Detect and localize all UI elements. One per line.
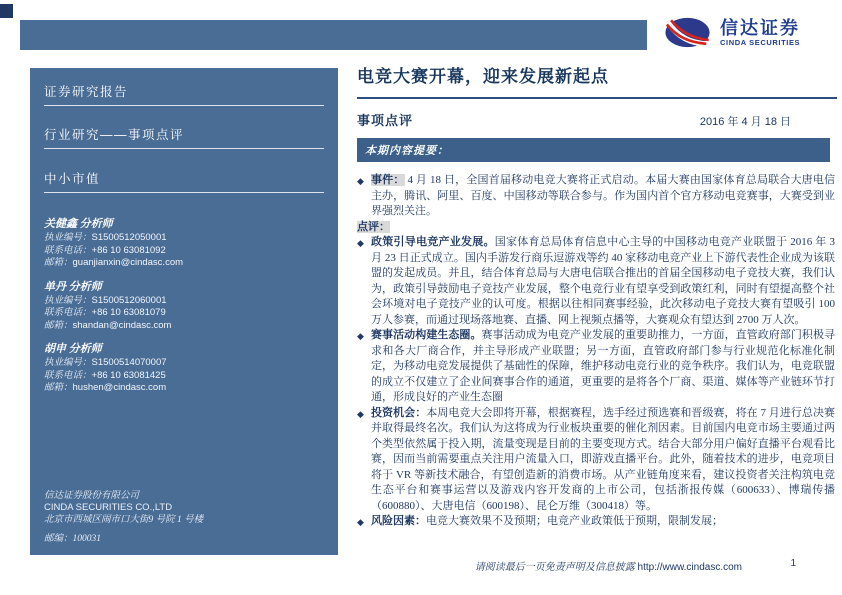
policy-text: 国家体育总局体育信息中心主导的中国移动电竞产业联盟于 2016 年 3 月 23 日正式成立。国内手游发行商乐逗游戏等约 40 家移动电竞产业上下游代表性企业成为该联盟的发起成员。并且，结合体育总局与大唐电信联合推出的首届全国移动电子竞技大赛，我们认为，政策引导鼓励电子竞技产业发展，整个电竞行业有望享受到政策红利，同时有望提高整个社会环境对电子竞技产业的认可度。根据以往相同赛事经验，此次移动电子竞技大赛有望吸引 100 万人参赛，而通过现场落地赛、直播、网上视频点播等，大赛观众有望达到 2700 万人次。	[371, 236, 835, 326]
ecosystem-text: 赛事活动成为电竞产业发展的重要助推力，一方面，直管政府部门积极寻求和各大厂商合作，并主导形成产业联盟；另一方面，直管政府部门参与行业规范化标准化制定，为移动电竞发展提供了基础性的保障，维护移动电竞行业的竞争秩序。我们认为，电竞联盟的成立不仅建立了企业间赛事合作的通道，更重要的是将各个厂商、渠道、媒体等产业链环节打通，形成良好的产业生态圈	[371, 329, 836, 403]
analyst-email-row	[44, 257, 324, 270]
email-address: hushen@cindasc.com	[72, 382, 167, 393]
logo-name-en: CINDA SECURITIES	[720, 38, 801, 47]
footer-disclaimer	[475, 558, 742, 573]
sidebar-section-research-type	[44, 125, 324, 149]
report-type-label: 事项点评	[357, 113, 414, 128]
analyst-name: 单丹 分析师	[44, 280, 102, 293]
analyst-card	[44, 217, 324, 270]
report-title: 电竞大赛开幕，迎来发展新起点	[357, 67, 609, 86]
section-label: 中小市值	[44, 172, 101, 186]
comment-lead: 点评：	[357, 220, 390, 233]
event-lead: 事件：	[371, 174, 405, 186]
analyst-name: 胡申 分析师	[44, 343, 102, 355]
page-number: 1	[790, 558, 796, 569]
analyst-tel-row	[44, 307, 324, 320]
sidebar-section-report-type	[44, 82, 324, 106]
analyst-reg-row	[44, 232, 324, 245]
section-divider	[44, 105, 324, 106]
event-paragraph	[357, 173, 835, 220]
section-divider	[44, 192, 324, 193]
analyst-card	[44, 280, 324, 333]
investment-text: 本周电竞大会即将开幕，根据赛程，选手经过预选赛和晋级赛，将在 7 月进行总决赛并取得最终名次。我们认为这将成为行业板块重要的催化剂因素。目前国内电竞市场主要通过两个类型依然属于投入期，流量变现是目前的主要变现方式。结合大部分用户偏好直播平台观看比赛，因而当前需要重点关注用户流量入口，即游戏直播平台。此外，随着技术的进步，电竞项目将于 VR 等新技术融合，有望创造新的消费市场。从产业链角度来看，建议投资者关注构筑电竞生态平台和赛事运营以及游戏内容开发商的上市公司，包括浙报传媒（600633）、博瑞传播（600880）、大唐电信（600198）、昆仑万维（300418）等。	[371, 406, 836, 512]
report-date: 2016 年 4 月 18 日	[699, 116, 791, 128]
report-sidebar	[30, 68, 338, 555]
diamond-bullet-icon: ◆	[357, 176, 364, 186]
comment-label-paragraph	[357, 220, 835, 236]
summary-header-bar: 本期内容提要：	[357, 138, 830, 162]
event-text: 4 月 18 日，全国首届移动电竞大赛将正式启动。本届大赛由国家体育总局联合大唐电信主办，腾讯、阿里、百度、中国移动等联合参与。作为国内首个官方移动电竞赛事，大赛受到业界强烈关注。	[371, 174, 836, 217]
email-address: shandan@cindasc.com	[72, 319, 172, 331]
risk-text: 电竞大赛效果不及预期；电竞产业政策低于预期，限制发展；	[426, 515, 723, 527]
tel-number: +86 10 63081425	[91, 369, 166, 381]
tel-label: 联系电话：	[44, 245, 92, 256]
report-meta-row	[357, 110, 837, 129]
summary-content	[357, 173, 835, 530]
diamond-bullet-icon: ◆	[357, 331, 364, 341]
ecosystem-paragraph	[357, 328, 835, 406]
company-name-en: CINDA SECURITIES CO.,LTD	[44, 502, 173, 513]
risk-paragraph	[357, 514, 835, 530]
investment-lead: 投资机会：	[371, 406, 427, 419]
reg-number: S1500512060001	[91, 294, 167, 306]
reg-number: S1500512050001	[91, 232, 167, 243]
page-footer	[0, 558, 842, 572]
sidebar-section-sector	[44, 169, 324, 193]
email-address: guanjianxin@cindasc.com	[72, 257, 184, 268]
logo-wordmark	[720, 18, 800, 47]
company-postcode: 邮编：100031	[44, 534, 102, 544]
tel-label: 联系电话：	[44, 370, 92, 381]
disclaimer-text: 请阅读最后一页免责声明及信息披露	[474, 562, 635, 573]
reg-label: 执业编号：	[44, 233, 92, 243]
analyst-name: 关健鑫 分析师	[44, 218, 113, 230]
company-name-cn: 信达证券股份有限公司	[44, 491, 140, 501]
policy-lead: 政策引导电竞产业发展。	[371, 236, 495, 248]
email-label: 邮箱：	[44, 320, 73, 331]
tel-number: +86 10 63081092	[91, 244, 166, 256]
section-label: 证券研究报告	[44, 85, 129, 99]
analyst-email-row	[44, 320, 324, 333]
reg-label: 执业编号：	[44, 295, 92, 306]
cindasc-url-link[interactable]: http://www.cindasc.com	[637, 562, 742, 573]
tel-label: 联系电话：	[44, 308, 92, 318]
company-info	[44, 490, 203, 545]
tel-number: +86 10 63081079	[91, 307, 166, 318]
cinda-swoosh-icon	[664, 15, 711, 50]
cinda-logo	[664, 15, 800, 50]
section-label: 行业研究——事项点评	[44, 128, 185, 142]
analyst-reg-row	[44, 295, 324, 308]
analyst-email-row	[44, 382, 324, 395]
logo-name-cn: 信达证券	[720, 18, 800, 38]
title-rule	[357, 97, 837, 99]
diamond-bullet-icon: ◆	[357, 408, 364, 419]
company-address: 北京市西城区闹市口大街9 号院 1 号楼	[44, 515, 204, 525]
diamond-bullet-icon: ◆	[357, 238, 364, 248]
reg-label: 执业编号：	[44, 358, 92, 368]
analyst-list	[44, 217, 324, 395]
policy-paragraph	[357, 235, 835, 328]
risk-lead: 风险因素：	[371, 515, 426, 527]
diamond-bullet-icon: ◆	[357, 517, 364, 527]
investment-paragraph	[357, 406, 835, 515]
report-body	[357, 66, 837, 530]
email-label: 邮箱：	[44, 383, 73, 393]
section-divider	[44, 148, 324, 149]
analyst-tel-row	[44, 370, 324, 383]
analyst-card	[44, 342, 324, 395]
analyst-tel-row	[44, 245, 324, 258]
ecosystem-lead: 赛事活动构建生态圈。	[371, 329, 482, 341]
reg-number: S1500514070007	[91, 357, 167, 368]
email-label: 邮箱：	[44, 258, 73, 268]
corner-mark	[0, 4, 13, 18]
header-bar	[20, 20, 647, 50]
analyst-reg-row	[44, 357, 324, 370]
